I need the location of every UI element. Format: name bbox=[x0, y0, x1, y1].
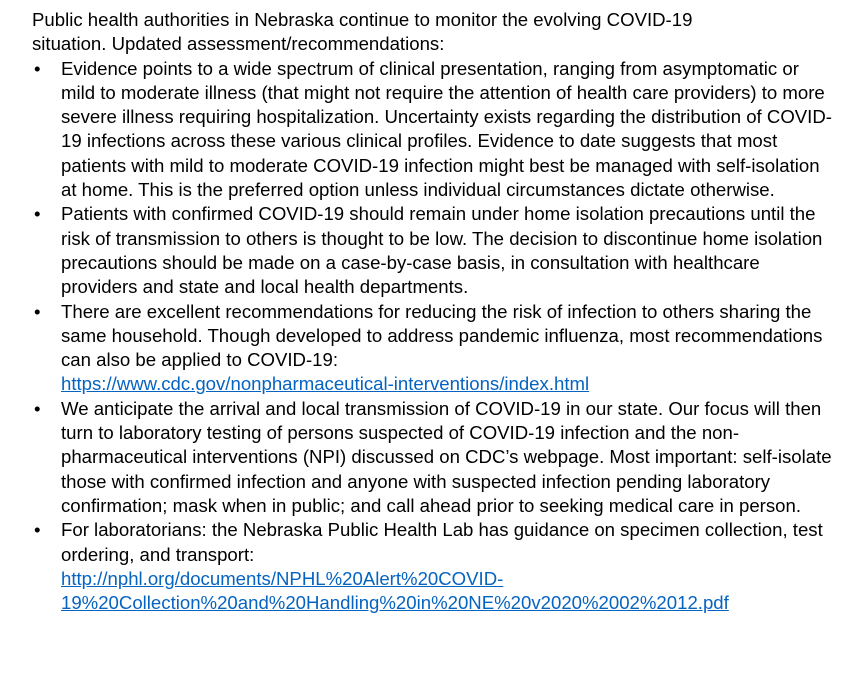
bullet-icon: • bbox=[34, 519, 41, 541]
list-item-text: Evidence points to a wide spectrum of clinical presentation, ranging from asymptomatic or mild to moderate illness (that might not require the attention of health care providers) to more severe illness requiring hospitalization. Uncertainty exists regarding the distribution of COVID-19 infections across these various clinical profiles. Evidence to date suggests that most patients with mild to moderate COVID-19 infection might best be managed with self-isolation at home. This is the preferred option unless individual circumstances dictate otherwise. bbox=[61, 57, 832, 201]
intro-line-1: Public health authorities in Nebraska continue to monitor the evolving COVID-19 bbox=[32, 9, 693, 30]
list-item-local-transmission bbox=[32, 397, 832, 518]
list-item-text: Patients with confirmed COVID-19 should remain under home isolation precautions until the risk of transmission to others is thought to be low. The decision to discontinue home isolation precautions should be made on a case-by-case basis, in consultation with healthcare providers and state and local health departments. bbox=[61, 203, 823, 298]
list-item-text: For laboratorians: the Nebraska Public Health Lab has guidance on specimen collection, test ordering, and transport: bbox=[61, 519, 823, 565]
list-item-text: We anticipate the arrival and local transmission of COVID-19 in our state. Our focus will then turn to laboratory testing of persons suspected of COVID-19 infection and the non-pharmaceutical interventions (NPI) discussed on CDC’s webpage. Most important: self-isolate those with confirmed infection and anyone with suspected infection pending laboratory confirmation; mask when in public; and call ahead prior to seeking medical care in person. bbox=[61, 397, 832, 516]
list-item-clinical-spectrum bbox=[32, 57, 832, 203]
nphl-guidance-link[interactable] bbox=[61, 567, 832, 616]
bullet-icon: • bbox=[34, 397, 41, 419]
bullet-icon: • bbox=[34, 300, 41, 322]
nphl-link-line-1[interactable]: http://nphl.org/documents/NPHL%20Alert%20COVID- bbox=[61, 567, 504, 589]
list-item-household-recommendations bbox=[32, 300, 832, 397]
bullet-icon: • bbox=[34, 57, 41, 79]
nphl-link-line-2[interactable]: 19%20Collection%20and%20Handling%20in%20NE%20v2020%2002%2012.pdf bbox=[61, 592, 729, 614]
list-item-text: There are excellent recommendations for reducing the risk of infection to others sharing the same household. Though developed to address pandemic influenza, most recommendations can also be applied to COVID-19: bbox=[61, 300, 823, 371]
document-body bbox=[32, 8, 832, 615]
intro-paragraph bbox=[32, 8, 832, 57]
bullet-icon: • bbox=[34, 203, 41, 225]
list-item-home-isolation bbox=[32, 202, 832, 299]
list-item-laboratorians bbox=[32, 518, 832, 615]
recommendations-list bbox=[32, 57, 832, 616]
intro-line-2: situation. Updated assessment/recommendations: bbox=[32, 33, 445, 55]
cdc-npi-link[interactable]: https://www.cdc.gov/nonpharmaceutical-interventions/index.html bbox=[61, 373, 590, 395]
